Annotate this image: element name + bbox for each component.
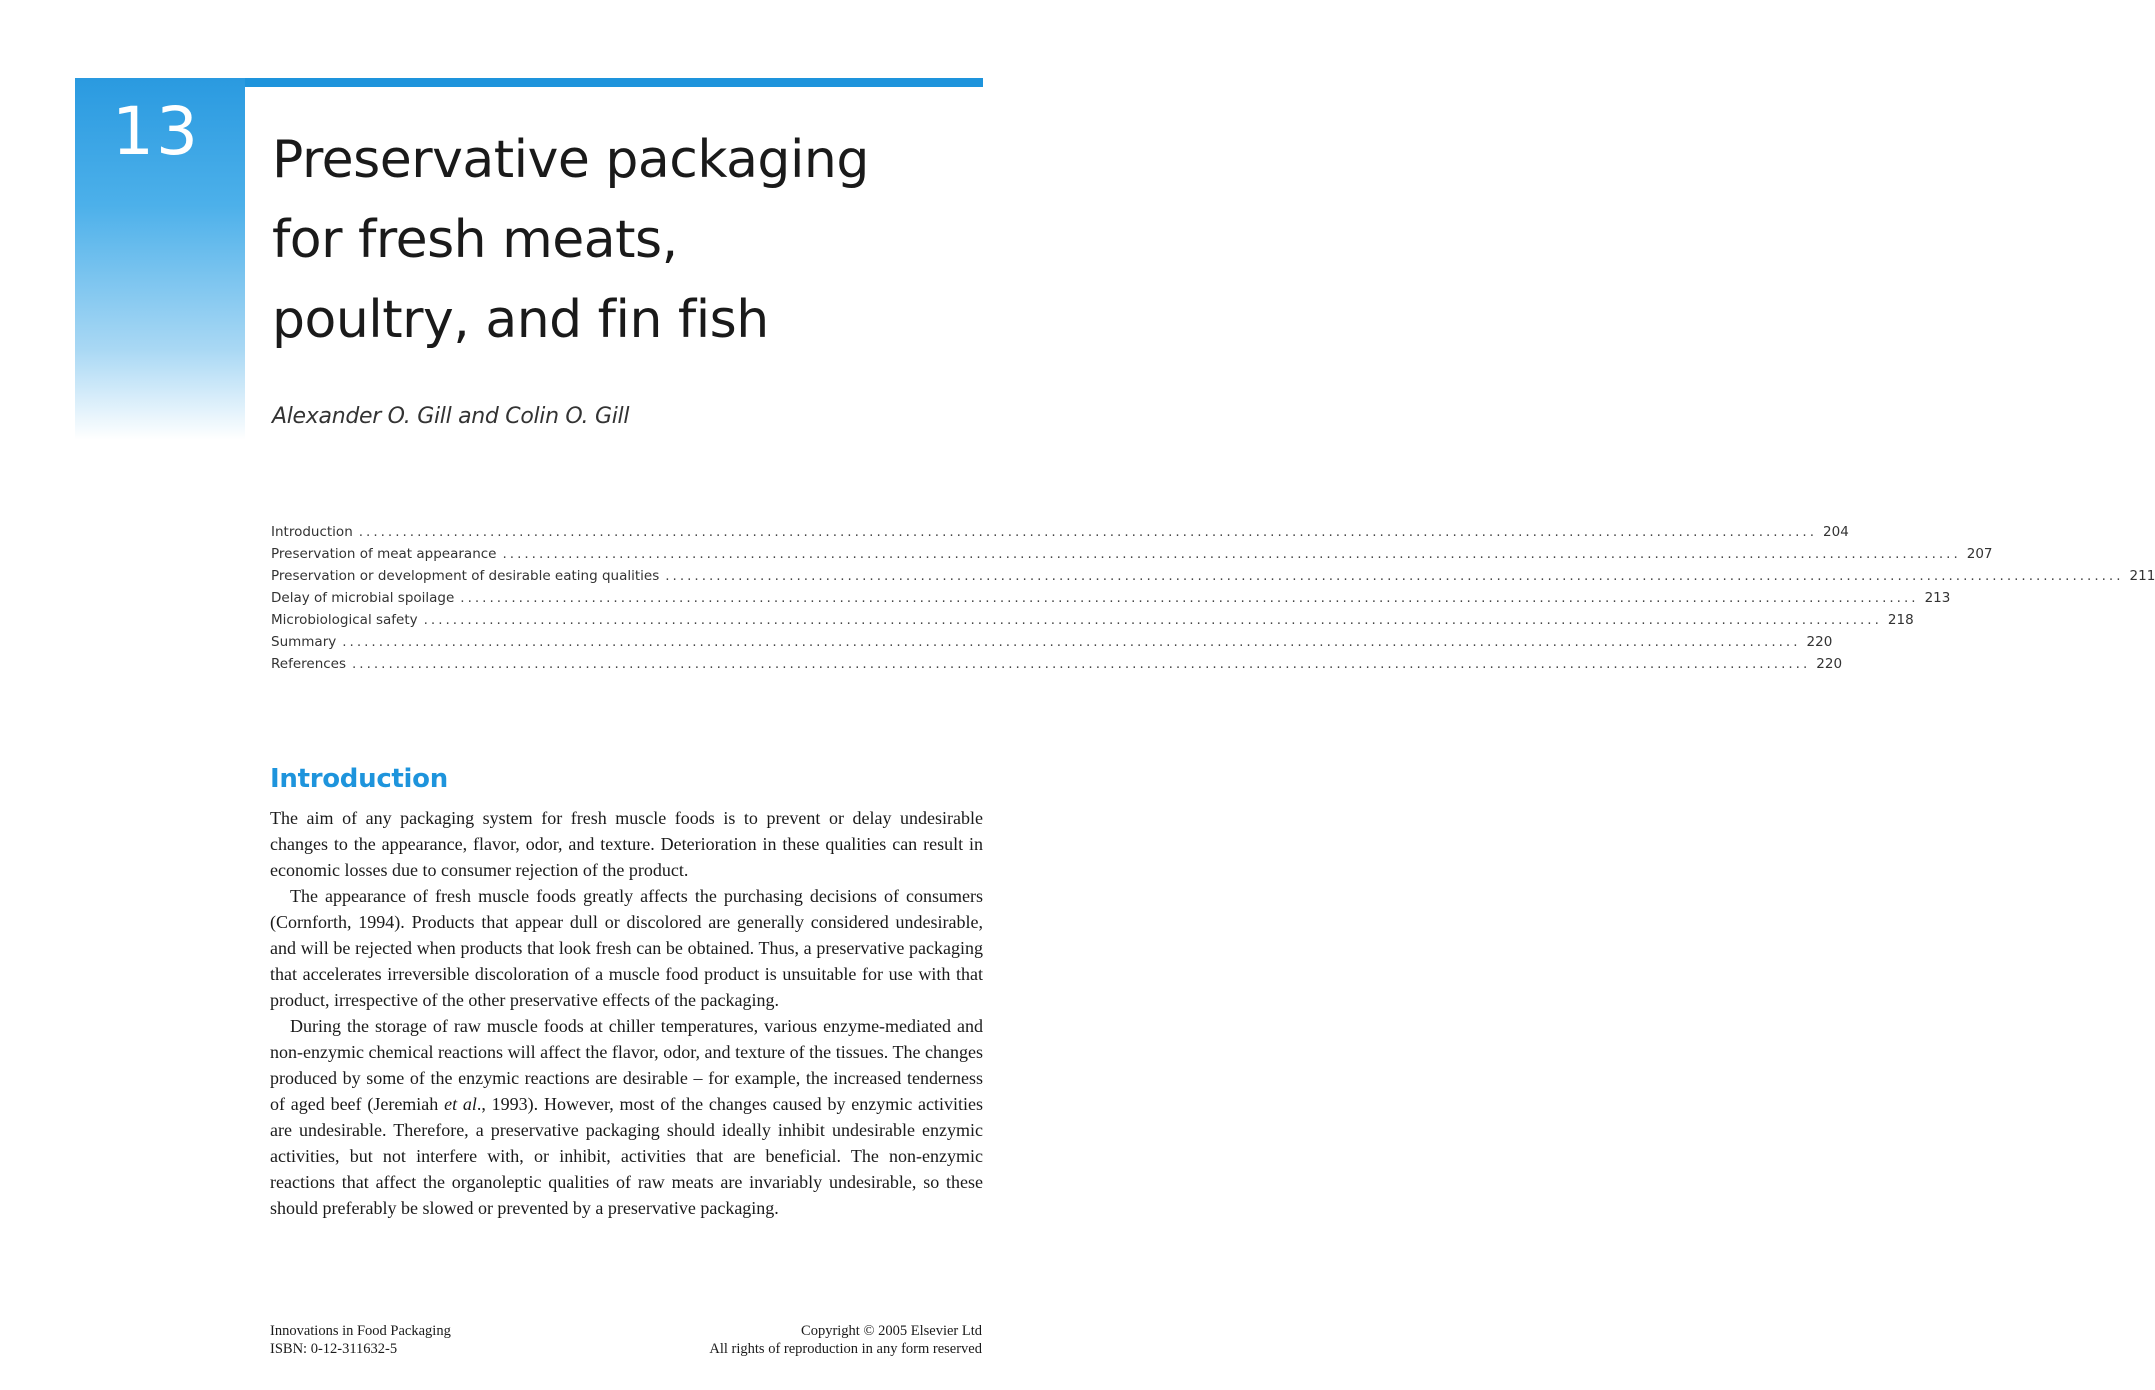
toc-entry[interactable] [271, 524, 1849, 546]
body-paragraph: The aim of any packaging system for fresh muscle foods is to prevent or delay undesirable changes to the appearance, flavor, odor, and texture. Deterioration in these qualities can result in economic losses due to consumer rejection of the product. [270, 808, 983, 880]
toc-entry-label: References [271, 656, 347, 672]
footer-book-title: Innovations in Food Packaging [270, 1323, 451, 1339]
toc-entry[interactable] [271, 546, 1993, 568]
chapter-authors: Alexander O. Gill and Colin O. Gill [272, 404, 630, 429]
toc-leader-dots: ........................................................................................................................................................................................................ [352, 656, 1811, 672]
toc-entry[interactable] [271, 568, 2155, 590]
section-heading: Introduction [270, 764, 448, 794]
footer-copyright: Copyright © 2005 Elsevier Ltd [801, 1323, 982, 1339]
toc-leader-dots: ........................................................................................................................................................................................................ [358, 524, 1818, 540]
chapter-title [272, 120, 972, 360]
table-of-contents [271, 524, 2155, 678]
toc-entry-page: 220 [1806, 634, 1833, 650]
toc-leader-dots: ........................................................................................................................................................................................................ [665, 568, 2124, 584]
toc-entry-label: Preservation of meat appearance [271, 546, 497, 562]
toc-entry-page: 211 [2129, 568, 2155, 584]
chapter-number: 13 [112, 93, 200, 170]
toc-entry[interactable] [271, 634, 1833, 656]
toc-entry-label: Summary [271, 634, 337, 650]
section-body [270, 805, 983, 1221]
footer-isbn: ISBN: 0-12-311632-5 [270, 1341, 398, 1357]
toc-entry-page: 213 [1924, 590, 1951, 606]
toc-entry[interactable] [271, 612, 1914, 634]
toc-entry-label: Preservation or development of desirable eating qualities [271, 568, 660, 584]
chapter-title-line: Preservative packaging [272, 130, 869, 190]
body-paragraph [270, 1013, 983, 1221]
toc-entry-page: 218 [1887, 612, 1914, 628]
toc-entry[interactable] [271, 656, 1843, 678]
header-rule [245, 78, 983, 87]
toc-entry[interactable] [271, 590, 1951, 612]
toc-leader-dots: ........................................................................................................................................................................................................ [460, 590, 1919, 606]
toc-entry-page: 204 [1823, 524, 1849, 540]
toc-entry-label: Microbiological safety [271, 612, 418, 628]
body-text-run: ., 1993). However, most of the changes caused by enzymic activities are undesirable. Therefore, a preservative packaging should ideally inhibit undesirable enzymic activities, but not interfere with, or inhibit, activities that are beneficial. The non-enzymic reactions that affect the organoleptic qualities of raw meats are invariably undesirable, so these should preferably be slowed or prevented by a preservative packaging. [270, 1094, 983, 1218]
toc-leader-dots: ........................................................................................................................................................................................................ [502, 546, 1961, 562]
body-text-run: During the storage of raw muscle foods at chiller temperatures, various enzyme-mediated and non-enzymic chemical reactions will affect the flavor, odor, and texture of the tissues. The changes produced by some of the enzymic reactions are desirable – for example, the increased tenderness of aged beef (Jeremiah [270, 1016, 983, 1114]
toc-leader-dots: ........................................................................................................................................................................................................ [342, 634, 1801, 650]
citation-et-al: et al [444, 1094, 477, 1114]
footer-rights: All rights of reproduction in any form reserved [709, 1341, 982, 1357]
toc-entry-label: Introduction [271, 524, 353, 540]
toc-entry-label: Delay of microbial spoilage [271, 590, 455, 606]
footer-book-info [270, 1322, 451, 1358]
chapter-title-line: for fresh meats, [272, 210, 678, 270]
chapter-title-line: poultry, and fin fish [272, 290, 769, 350]
body-paragraph: The appearance of fresh muscle foods greatly affects the purchasing decisions of consumers (Cornforth, 1994). Products that appear dull or discolored are generally considered undesirable, and will be rejected when products that look fresh can be obtained. Thus, a preservative packaging that accelerates irreversible discoloration of a muscle food product is unsuitable for use with that product, irrespective of the other preservative effects of the packaging. [270, 886, 983, 1010]
toc-entry-page: 220 [1816, 656, 1843, 672]
toc-entry-page: 207 [1966, 546, 1993, 562]
footer-copyright-info [709, 1322, 982, 1358]
toc-leader-dots: ........................................................................................................................................................................................................ [423, 612, 1882, 628]
